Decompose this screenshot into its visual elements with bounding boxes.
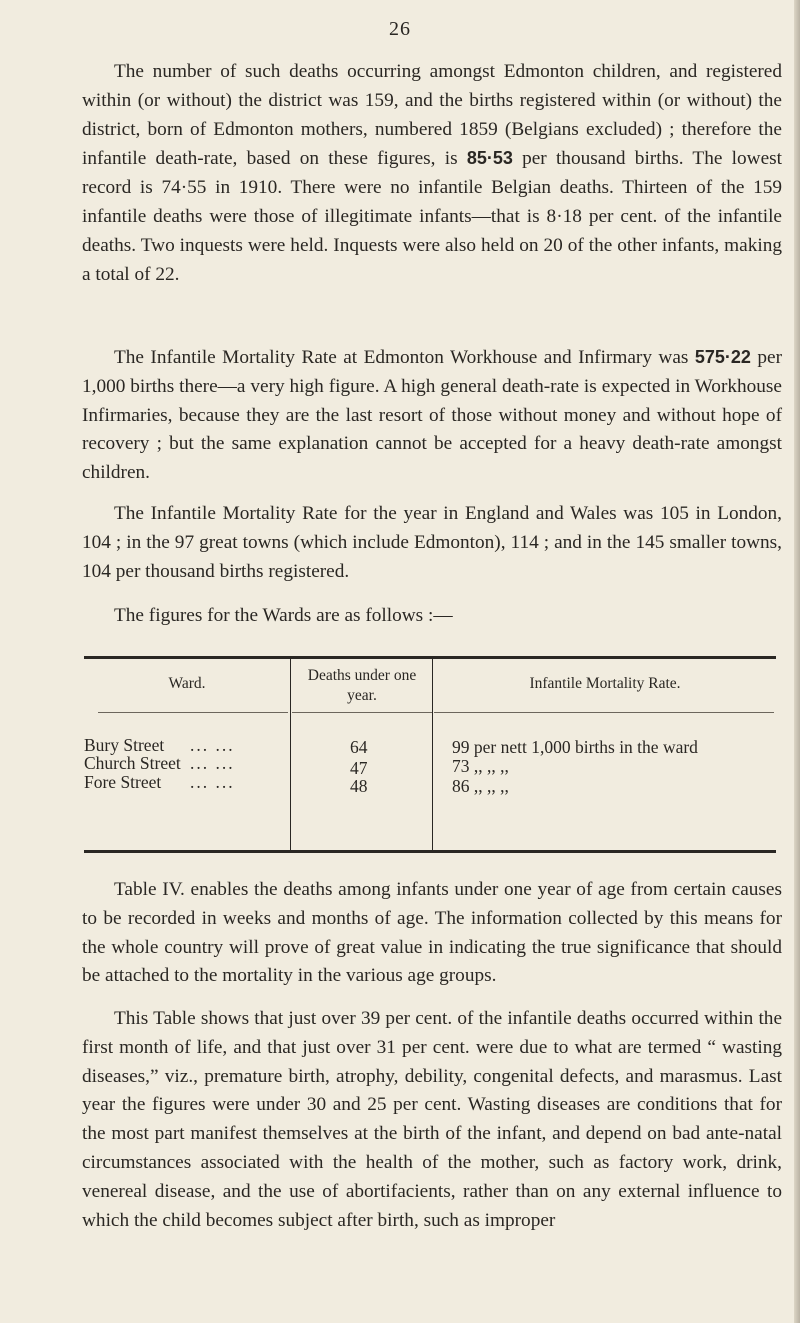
table-row-rate: 86 ,, ,, ,, [452,776,509,796]
table-row-deaths: 48 [350,776,368,796]
table-row-rate: 73 ,, ,, ,, [452,756,509,776]
table-row-rate: 99 per nett 1,000 births in the ward [452,737,698,757]
leader-dots: ... ... [190,753,235,773]
table-header-rate: Infantile Mortality Rate. [529,675,681,692]
header-rule [292,712,432,713]
leader-dots: ... ... [190,772,235,792]
paragraph-wards-intro: The figures for the Wards are as follows :— [114,605,453,626]
workhouse-rate-value: 575·22 [694,347,751,367]
table-header-deaths: Deaths under one year. [307,667,417,704]
table-row-deaths: 64 [350,737,368,757]
paragraph-wasting-diseases: This Table shows that just over 39 per cent. of the infantile deaths occurred within the first month of life, and that just over 31 per cent. were due to what are termed “ wasting diseases,” viz., premature birth, atrophy, debility, congenital defects, and marasmus. Last year the figures were under 30 and 25 per cent. Wasting diseases are conditions that for the most part manifest themselves at the birth of the infant, and depend on bad ante-natal circumstances associated with the health of the mother, such as factory work, drink, venereal disease, and the use of abortifacients, rather than on any external influence to which the child becomes subject after birth, such as improper [82,1008,782,1231]
table-divider [290,659,291,850]
death-rate-value: 85·53 [466,148,513,169]
paragraph-text: per thousand births. The lowest record is 74·55 in 1910. There were no infantile Belgian deaths. Thirteen of the 159 infantile deaths were those of illegitimate infants—that is 8·18 per cent. of the infantile deaths. Two inquests were held. Inquests were also held on 20 of the other infants, making a total of 22. [82,148,782,285]
paragraph-text: The number of such deaths occurring amongst Edmonton children, and registered within (or without) the district was 159, and the births registered within (or without) the district, born of Edmonton mothers, numbered 1859 (Belgians excluded) ; therefore the infantile death-rate, based on these figures, is [82,61,782,170]
page-edge [794,0,800,1323]
table-divider [432,659,433,850]
paragraph-workhouse-rate [82,343,782,488]
table-header-ward: Ward. [168,675,206,692]
paragraph-england-wales: The Infantile Mortality Rate for the year in England and Wales was 105 in London, 104 ; in the 97 great towns (which include Edmonton), 114 ; and in the 145 smaller towns, 104 per thousand births registered. [82,503,782,582]
table-row-ward: Church Street [84,753,181,773]
table-row-deaths: 47 [350,758,368,778]
leader-dots: ... ... [190,735,235,755]
paragraph-infant-deaths [82,58,782,289]
table-bottom-rule [84,850,776,853]
header-rule [434,712,774,713]
table-row-ward: Fore Street [84,772,162,792]
paragraph-table-iv: Table IV. enables the deaths among infants under one year of age from certain causes to be recorded in weeks and months of age. The information collected by this means for the whole country will prove of great value in indicating the true significance that should be attached to the mortality in the various age groups. [82,879,782,987]
table-row-ward: Bury Street [84,735,165,755]
header-rule [98,712,288,713]
table-top-rule [84,656,776,659]
paragraph-text: per 1,000 births there—a very high figure. A high general death-rate is expected in Workhouse Infirmaries, because they are the last resort of those without money and without hope of recovery ; but the same explanation cannot be accepted for a heavy death-rate amongst children. [82,347,782,484]
paragraph-text: The Infantile Mortality Rate at Edmonton Workhouse and Infirmary was [114,347,695,368]
page-number: 26 [389,18,411,40]
